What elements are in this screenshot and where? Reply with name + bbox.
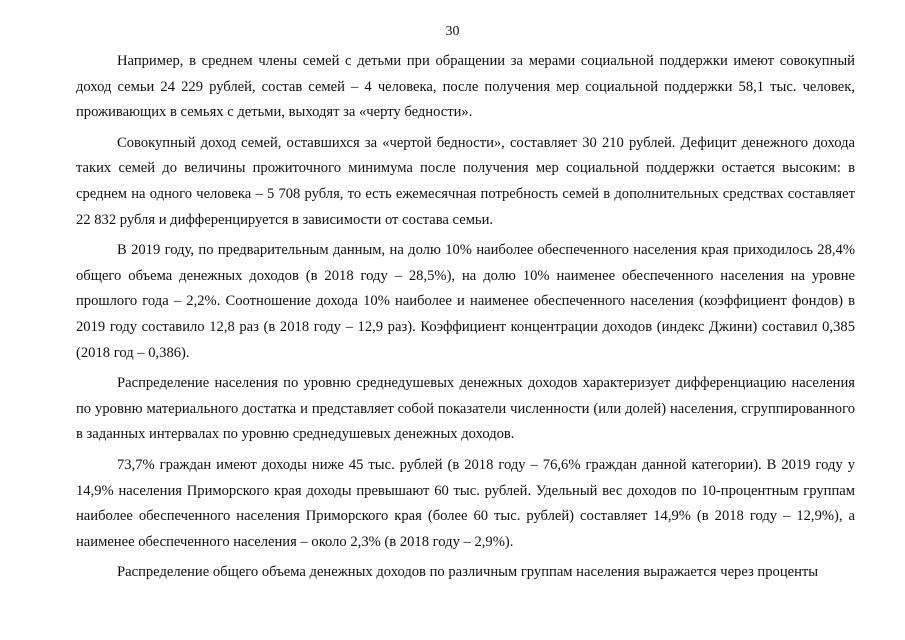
body-text bbox=[76, 49, 855, 591]
page-number: 30 bbox=[445, 24, 460, 39]
paragraph-income-groups: 73,7% граждан имеют доходы ниже 45 тыс. рублей (в 2018 году – 76,6% граждан данной категории). В 2019 году у 14,9% населения Приморского края доходы превышают 60 тыс. рублей. Удельный вес доходов по 10-процентным группам наиболее обеспеченного населения Приморского края (более 60 тыс. рублей) составляет 14,9% (в 2018 году – 12,9%), а наименее обеспеченного населения – около 2,3% (в 2018 году – 2,9%). bbox=[76, 456, 855, 550]
paragraph-population-distribution: Распределение населения по уровню среднедушевых денежных доходов характеризует дифференциацию населения по уровню материального достатка и представляет собой показатели численности (или долей) населения, сгруппированного в заданных интервалах по уровню среднедушевых денежных доходов. bbox=[76, 375, 855, 443]
paragraph-poverty-line-income: Совокупный доход семей, оставшихся за «чертой бедности», составляет 30 210 рублей. Дефицит денежного дохода таких семей до величины прожиточного минимума после получения мер социальной поддержки остается высоким: в среднем на одного человека – 5 708 рубля, то есть ежемесячная потребность семей в дополнительных средствах составляет 22 832 рубля и дифференцируется в зависимости от состава семьи. bbox=[76, 134, 855, 228]
paragraph-social-support-example: Например, в среднем члены семей с детьми при обращении за мерами социальной поддержки имеют совокупный доход семьи 24 229 рублей, состав семей – 4 человека, после получения мер социальной поддержки 58,1 тыс. человек, проживающих в семьях с детьми, выходят за «черту бедности». bbox=[76, 53, 855, 121]
paragraph-income-distribution-2019: В 2019 году, по предварительным данным, на долю 10% наиболее обеспеченного населения края приходилось 28,4% общего объема денежных доходов (в 2018 году – 28,5%), на долю 10% наименее обеспеченного населения на уровне прошлого года – 2,2%. Соотношение дохода 10% наиболее и наименее обеспеченного населения (коэффициент фондов) в 2019 году составило 12,8 раз (в 2018 году – 12,9 раз). Коэффициент концентрации доходов (индекс Джини) составил 0,385 (2018 год – 0,386). bbox=[76, 242, 855, 361]
paragraph-total-income-distribution: Распределение общего объема денежных доходов по различным группам населения выражается через проценты bbox=[117, 564, 819, 581]
